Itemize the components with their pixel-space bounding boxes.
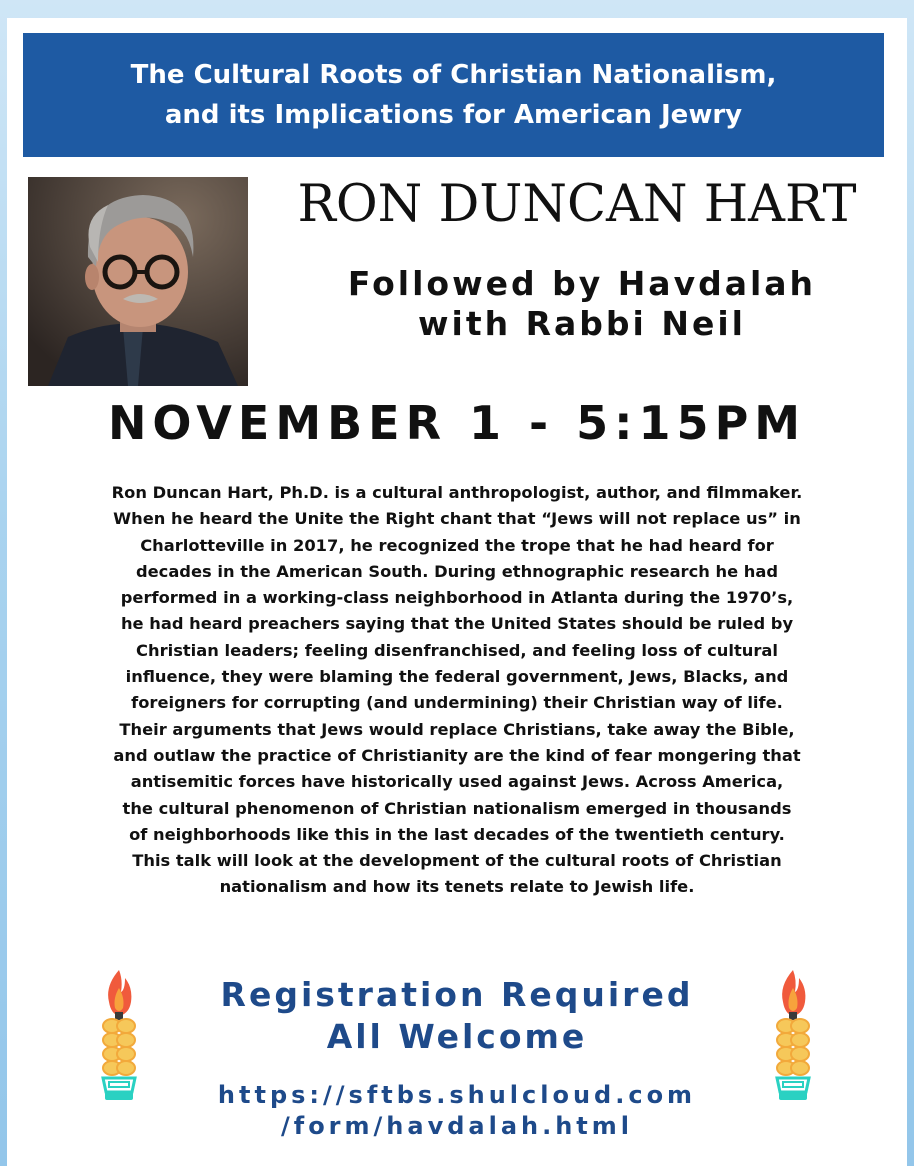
description-line: When he heard the Unite the Right chant that “Jews will not replace us” in xyxy=(113,509,801,529)
havdalah-note xyxy=(262,264,902,344)
speaker-name: RON DUNCAN HART xyxy=(297,175,857,234)
description-line: Ron Duncan Hart, Ph.D. is a cultural anthropologist, author, and filmmaker. xyxy=(111,483,803,502)
havdalah-note-line-1: Followed by Havdalah xyxy=(347,264,817,303)
description-line: This talk will look at the development of the cultural roots of Christian xyxy=(132,851,782,871)
registration-note xyxy=(157,974,757,1058)
description-line: and outlaw the practice of Christianity are the kind of fear mongering that xyxy=(113,745,801,765)
speaker-photo-illustration xyxy=(28,177,248,386)
registration-url-line-2[interactable]: /form/havdalah.html xyxy=(280,1112,634,1140)
description-line: Christian leaders; feeling disenfranchised, and feeling loss of cultural xyxy=(136,640,778,660)
title-line-1: The Cultural Roots of Christian Nationalism, xyxy=(130,60,777,90)
event-date-time: NOVEMBER 1 - 5:15PM xyxy=(107,396,807,450)
speaker-photo xyxy=(28,177,248,386)
registration-required: Registration Required xyxy=(220,975,694,1014)
description-line: performed in a working-class neighborhood in Atlanta during the 1970’s, xyxy=(120,588,794,608)
title-banner xyxy=(23,33,884,157)
title-line-2: and its Implications for American Jewry xyxy=(164,100,743,130)
havdalah-candle-icon xyxy=(95,968,143,1108)
description-line: nationalism and how its tenets relate to Jewish life. xyxy=(219,877,695,897)
havdalah-note-line-2: with Rabbi Neil xyxy=(418,304,746,343)
description-line: Their arguments that Jews would replace Christians, take away the Bible, xyxy=(119,719,795,739)
description-line: of neighborhoods like this in the last decades of the twentieth century. xyxy=(129,824,785,844)
registration-url-line-1[interactable]: https://sftbs.shulcloud.com xyxy=(217,1081,697,1109)
description-line: influence, they were blaming the federal government, Jews, Blacks, and xyxy=(125,667,789,687)
description-line: he had heard preachers saying that the United States should be ruled by xyxy=(120,614,794,634)
description-line: Charlotteville in 2017, he recognized the trope that he had heard for xyxy=(140,535,774,555)
description-line: antisemitic forces have historically used against Jews. Across America, xyxy=(130,772,784,792)
description-line: foreigners for corrupting (and undermining) their Christian way of life. xyxy=(131,693,783,713)
all-welcome: All Welcome xyxy=(326,1017,588,1056)
speaker-description xyxy=(27,480,887,901)
description-line: the cultural phenomenon of Christian nationalism emerged in thousands xyxy=(122,798,792,818)
registration-url[interactable] xyxy=(157,1080,757,1142)
havdalah-candle-icon xyxy=(769,968,817,1108)
flyer-card xyxy=(7,18,907,1166)
description-line: decades in the American South. During ethnographic research he had xyxy=(135,561,779,581)
